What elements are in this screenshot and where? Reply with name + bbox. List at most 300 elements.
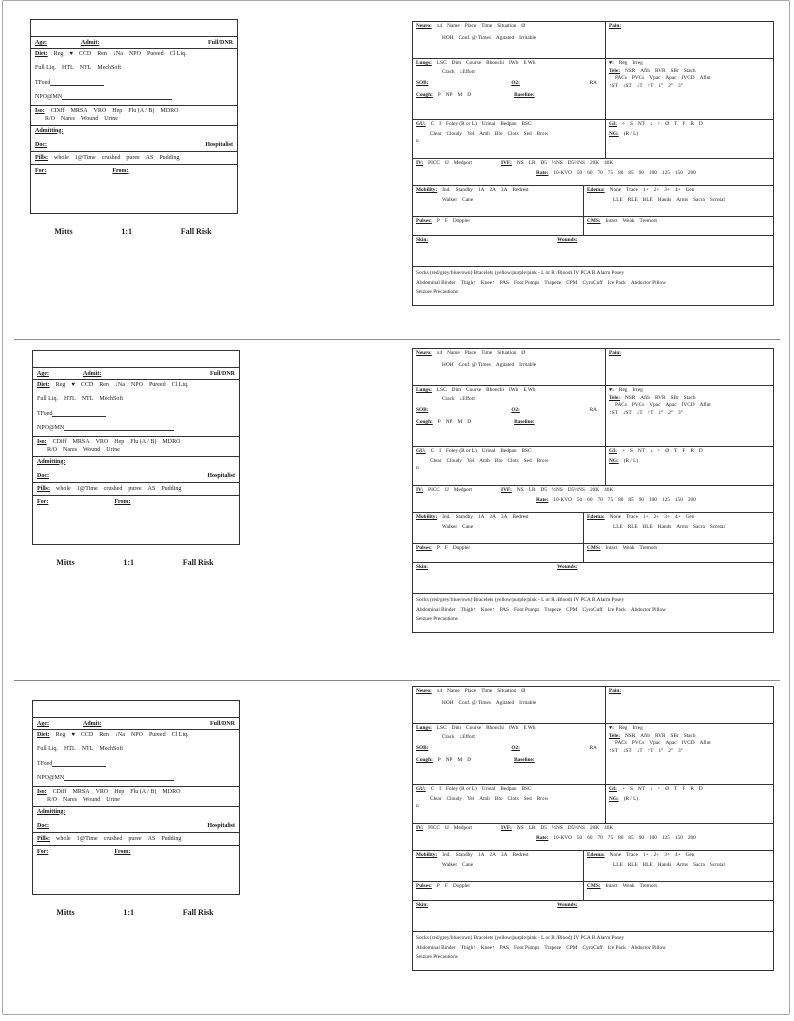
tele-option[interactable]: ↓T	[636, 747, 643, 754]
cms-option[interactable]: Tremors	[639, 545, 658, 551]
tfeed-field[interactable]	[52, 760, 106, 767]
edema-option[interactable]: Scrotal	[709, 196, 725, 203]
misc-option[interactable]: PAS	[499, 944, 509, 951]
diet-option[interactable]: Pureed	[148, 731, 166, 738]
diet-option[interactable]: Full Liq.	[37, 746, 59, 752]
misc-option[interactable]: PAS	[499, 279, 509, 286]
edema-option[interactable]: Arms	[676, 523, 689, 530]
ivf-option[interactable]: 20K	[589, 160, 600, 166]
tele-option[interactable]: Stach	[683, 732, 696, 739]
diet-option[interactable]: Pureed	[146, 50, 164, 57]
edema-option[interactable]: Hands	[657, 861, 672, 868]
gu-option[interactable]: Foley (R or L)	[446, 448, 477, 454]
gu-option[interactable]: Amb	[479, 130, 490, 137]
gu-option[interactable]: Cloudy	[446, 795, 463, 802]
edema-option[interactable]: Hands	[657, 196, 672, 203]
tele-option[interactable]: Apac	[665, 740, 677, 747]
rate-option[interactable]: 85	[628, 834, 634, 841]
isolation-option[interactable]: Nares	[61, 116, 76, 122]
misc-option[interactable]: Foot Pumps	[513, 606, 540, 613]
gi-option[interactable]: D	[698, 448, 703, 454]
diet-option[interactable]: NPO	[130, 381, 143, 388]
mobility-option[interactable]: 3A	[500, 187, 508, 193]
isolation-option[interactable]: Wound	[83, 447, 101, 453]
edema-option[interactable]: Arms	[676, 196, 689, 203]
patient-name-field[interactable]	[33, 701, 239, 718]
ivf-option[interactable]: LR	[528, 825, 536, 831]
edema-option[interactable]: 3+	[664, 514, 670, 520]
lungs-option[interactable]: Crack	[442, 68, 455, 75]
cms-option[interactable]: Intact	[605, 883, 618, 889]
gi-option[interactable]: T	[674, 121, 678, 127]
neuro-option[interactable]: Name	[447, 350, 460, 356]
tele-option[interactable]: Apac	[665, 75, 677, 82]
edema-option[interactable]: 3+	[664, 852, 670, 858]
tele-option[interactable]: Aflut	[699, 402, 711, 409]
gu-extra-option[interactable]: n	[416, 138, 419, 145]
tfeed-field[interactable]	[52, 410, 106, 417]
ivf-option[interactable]: D5	[540, 487, 547, 493]
misc-options[interactable]: Socks (red/grey/blue/own) Bracelets (yellow/purple/pink - L or R /Blood) IV PCA B.Alarm Posey	[416, 935, 625, 941]
mobility-option[interactable]: 1A	[477, 514, 485, 520]
tele-option[interactable]: IVCD	[681, 740, 695, 747]
gi-option[interactable]: NT	[637, 448, 645, 454]
gi-option[interactable]: ↑	[657, 121, 661, 127]
pills-option[interactable]: AS	[145, 154, 154, 161]
lungs-option[interactable]: E Wh	[523, 387, 536, 393]
misc-option[interactable]: Abductor Pillow	[630, 944, 666, 951]
diet-option[interactable]: Pureed	[148, 381, 166, 388]
isolation-option[interactable]: MRSA	[70, 107, 88, 114]
tele-option[interactable]: ↑T	[647, 747, 654, 754]
gu-option[interactable]: Sed	[523, 795, 532, 802]
neuro-option[interactable]: HOH	[442, 34, 454, 41]
neuro-option[interactable]: Situation	[497, 350, 517, 356]
tele-option[interactable]: ↑ST	[609, 409, 618, 416]
misc-option[interactable]: Trapeze	[544, 279, 562, 286]
ng-option[interactable]: (R / L)	[623, 130, 639, 137]
gi-option[interactable]: +	[621, 121, 625, 127]
edema-option[interactable]: LLE	[613, 523, 623, 530]
edema-option[interactable]: RLE	[627, 196, 638, 203]
gu-option[interactable]: I	[439, 786, 442, 792]
mobility-option[interactable]: Standby	[455, 514, 473, 520]
isolation-option[interactable]: Hep	[114, 788, 125, 795]
npo-field[interactable]	[64, 774, 174, 781]
rate-option[interactable]: 75	[607, 169, 614, 176]
gu-option[interactable]: Brow	[536, 795, 549, 802]
one-to-one-label[interactable]: 1:1	[121, 227, 132, 236]
tele-option[interactable]: 2°	[668, 747, 674, 754]
gu-option[interactable]: Bedpan	[500, 448, 517, 454]
lungs-option[interactable]: IWh	[509, 60, 519, 66]
isolation-option[interactable]: VRO	[93, 107, 107, 114]
diet-option[interactable]: Reg	[55, 731, 66, 738]
misc-option[interactable]: Thigh↑	[460, 944, 476, 951]
iv-option[interactable]: PICC	[428, 160, 440, 166]
isolation-option[interactable]: R/O	[47, 447, 58, 453]
lungs-option[interactable]: Dim	[451, 387, 462, 393]
cough-option[interactable]: P	[437, 418, 441, 425]
diet-option[interactable]: NTL	[79, 65, 92, 71]
rate-option[interactable]: 60	[587, 496, 593, 503]
isolation-option[interactable]: VRO	[95, 788, 109, 795]
tele-option[interactable]: ↑ST	[609, 747, 618, 754]
mobility-option[interactable]: 1A	[477, 187, 485, 193]
isolation-option[interactable]: Wound	[83, 797, 101, 803]
gi-option[interactable]: ↓	[649, 786, 653, 792]
lungs-option[interactable]: Rhonchi	[486, 725, 505, 731]
iv-option[interactable]: PICC	[428, 487, 440, 493]
cough-option[interactable]: P	[437, 756, 441, 763]
rate-option[interactable]: 100	[648, 834, 657, 841]
edema-option[interactable]: Sacra	[693, 861, 705, 868]
pulses-option[interactable]: F	[444, 218, 448, 224]
misc-option[interactable]: Thigh↑	[460, 606, 476, 613]
tele-option[interactable]: 1°	[658, 82, 664, 89]
seizure-precautions-option[interactable]: Seizure Precautions	[416, 616, 458, 623]
hospitalist-label[interactable]: Hospitalist	[207, 473, 235, 479]
gi-option[interactable]: F	[682, 786, 686, 792]
ivf-option[interactable]: LR	[528, 487, 536, 493]
gu-extra-option[interactable]: n	[416, 465, 419, 472]
gu-option[interactable]: Clots	[507, 457, 519, 464]
lungs-option[interactable]: LSC	[436, 60, 447, 66]
misc-option[interactable]: Foot Pumps	[513, 944, 540, 951]
neuro-option[interactable]: Time	[481, 350, 493, 356]
gi-option[interactable]: ↓	[649, 121, 653, 127]
misc-option[interactable]: Thigh↑	[460, 279, 476, 286]
neuro-option[interactable]: Ø	[521, 688, 526, 694]
gu-option[interactable]: Cloudy	[446, 457, 463, 464]
misc-option[interactable]: Ice Pack	[607, 606, 626, 613]
gi-option[interactable]: S	[629, 121, 633, 127]
pulses-option[interactable]: Doppler	[452, 883, 471, 889]
ra-option[interactable]: RA	[589, 745, 597, 752]
edema-option[interactable]: Gen	[685, 852, 695, 858]
mobility-option[interactable]: Standby	[455, 852, 473, 858]
lungs-option[interactable]: LSC	[436, 725, 447, 731]
misc-options[interactable]: Socks (red/grey/blue/own) Bracelets (yellow/purple/pink - L or R /Blood) IV PCA B.Alarm Posey	[416, 270, 625, 276]
diet-option[interactable]: NPO	[130, 731, 143, 738]
diet-option[interactable]: ↓Na	[112, 50, 123, 57]
gu-option[interactable]: Cloudy	[446, 130, 463, 137]
rate-option[interactable]: 100	[648, 496, 657, 503]
neuro-option[interactable]: Ø	[521, 23, 526, 29]
rate-option[interactable]: 125	[661, 496, 670, 503]
ivf-option[interactable]: 20K	[589, 825, 600, 831]
diet-option[interactable]: Reg	[55, 381, 66, 388]
rate-option[interactable]: 150	[674, 496, 683, 503]
gu-option[interactable]: Yel	[467, 795, 475, 802]
pills-option[interactable]: puree	[128, 835, 142, 842]
mitts-label[interactable]: Mitts	[54, 227, 73, 236]
neuro-option[interactable]: Situation	[497, 688, 517, 694]
isolation-option[interactable]: Flu (A / B)	[130, 438, 157, 445]
edema-option[interactable]: 1+	[643, 514, 649, 520]
tele-option[interactable]: ↓ST	[622, 747, 632, 754]
mobility-option[interactable]: Walker	[442, 523, 458, 530]
mobility-option[interactable]: 2A	[489, 187, 496, 193]
isolation-option[interactable]: MRSA	[72, 438, 90, 445]
gi-option[interactable]: ↑	[657, 786, 661, 792]
edema-option[interactable]: BLE	[642, 861, 653, 868]
ivf-option[interactable]: D5	[540, 160, 547, 166]
diet-option[interactable]: Reg	[53, 50, 64, 57]
ivf-option[interactable]: D5½NS	[567, 160, 585, 166]
tele-option[interactable]: 3°	[678, 82, 683, 89]
isolation-option[interactable]: Wound	[81, 116, 99, 122]
neuro-option[interactable]: HOH	[442, 699, 454, 706]
gu-option[interactable]: Bedpan	[500, 786, 517, 792]
rate-option[interactable]: 10-KVO	[553, 834, 572, 841]
edema-option[interactable]: LLE	[613, 196, 623, 203]
neuro-option[interactable]: HOH	[442, 361, 454, 368]
edema-option[interactable]: LLE	[613, 861, 623, 868]
rhythm-option[interactable]: Irreg	[632, 60, 643, 66]
misc-option[interactable]: Abdominal Binder	[416, 944, 456, 951]
rate-option[interactable]: 125	[661, 834, 670, 841]
edema-option[interactable]: Gen	[685, 514, 695, 520]
isolation-option[interactable]: MRSA	[72, 788, 90, 795]
gu-option[interactable]: Blo	[494, 795, 503, 802]
rate-option[interactable]: 80	[618, 169, 624, 176]
rate-option[interactable]: 200	[687, 496, 696, 503]
diet-option[interactable]: ↓Na	[114, 381, 125, 388]
tele-option[interactable]: IVCD	[681, 402, 695, 409]
fall-risk-label[interactable]: Fall Risk	[182, 908, 214, 917]
mobility-option[interactable]: 3A	[500, 514, 508, 520]
mobility-option[interactable]: Walker	[442, 196, 458, 203]
edema-option[interactable]: 2+	[653, 187, 660, 193]
pills-option[interactable]: crushed	[103, 485, 123, 492]
lungs-option[interactable]: Rhonchi	[486, 387, 505, 393]
diet-option[interactable]: CCD	[80, 381, 94, 388]
gi-option[interactable]: ↓	[649, 448, 653, 454]
neuro-option[interactable]: Situation	[497, 23, 517, 29]
mobility-option[interactable]: 2A	[489, 852, 496, 858]
tele-option[interactable]: SBr	[670, 394, 679, 401]
tele-option[interactable]: RVR	[655, 732, 666, 739]
rate-option[interactable]: 100	[648, 169, 657, 176]
diet-option[interactable]: MechSoft	[97, 65, 122, 71]
iv-option[interactable]: PICC	[428, 825, 440, 831]
cms-option[interactable]: Intact	[605, 218, 618, 224]
lungs-option[interactable]: Dim	[451, 60, 462, 66]
iv-option[interactable]: IJ	[444, 487, 449, 493]
rate-option[interactable]: 10-KVO	[553, 496, 572, 503]
edema-option[interactable]: None	[609, 514, 622, 520]
diet-option[interactable]: Ren	[99, 381, 109, 388]
gu-option[interactable]: Amb	[479, 795, 490, 802]
rate-option[interactable]: 60	[587, 834, 593, 841]
neuro-option[interactable]: x4	[436, 688, 443, 694]
pills-option[interactable]: 1@Time	[74, 154, 96, 161]
pills-option[interactable]: Pudding	[159, 154, 180, 161]
diet-option[interactable]: ♥	[71, 731, 75, 738]
isolation-option[interactable]: Urine	[104, 116, 118, 122]
neuro-option[interactable]: Time	[481, 23, 493, 29]
neuro-option[interactable]: x4	[436, 23, 443, 29]
cough-option[interactable]: M	[457, 91, 463, 98]
misc-option[interactable]: Ice Pack	[607, 944, 626, 951]
gu-option[interactable]: Brow	[536, 130, 549, 137]
isolation-option[interactable]: R/O	[47, 797, 58, 803]
tele-option[interactable]: PACs	[615, 402, 627, 409]
lungs-option[interactable]: Crack	[442, 733, 455, 740]
gu-option[interactable]: Urinal	[481, 786, 496, 792]
neuro-option[interactable]: Time	[481, 688, 493, 694]
iv-option[interactable]: Medport	[453, 160, 473, 166]
lungs-option[interactable]: ↓Effort	[459, 68, 475, 75]
pills-option[interactable]: crushed	[101, 154, 121, 161]
isolation-option[interactable]: Hep	[114, 438, 125, 445]
gi-option[interactable]: R	[690, 121, 694, 127]
tele-option[interactable]: RVR	[655, 394, 666, 401]
ivf-option[interactable]: ½NS	[551, 825, 563, 831]
diet-option[interactable]: Cl Liq.	[171, 731, 189, 738]
tele-option[interactable]: PACs	[615, 75, 627, 82]
rhythm-option[interactable]: Reg	[618, 725, 628, 731]
lungs-option[interactable]: Dim	[451, 725, 462, 731]
pills-option[interactable]: AS	[147, 485, 156, 492]
diet-option[interactable]: Ren	[99, 731, 109, 738]
gu-option[interactable]: Foley (R or L)	[446, 121, 477, 127]
edema-option[interactable]: 1+	[643, 852, 649, 858]
diet-option[interactable]: ↓Na	[114, 731, 125, 738]
tfeed-field[interactable]	[50, 79, 104, 86]
pills-option[interactable]: 1@Time	[76, 835, 98, 842]
mobility-option[interactable]: Cane	[462, 861, 474, 868]
neuro-option[interactable]: Conf. @ Times	[458, 699, 491, 706]
rate-option[interactable]: 75	[607, 496, 614, 503]
neuro-option[interactable]: Place	[464, 23, 477, 29]
gu-option[interactable]: I	[439, 121, 442, 127]
npo-field[interactable]	[64, 424, 174, 431]
patient-name-field[interactable]	[31, 20, 237, 37]
rate-option[interactable]: 70	[597, 169, 603, 176]
misc-option[interactable]: CPM	[566, 606, 578, 613]
lungs-option[interactable]: Rhonchi	[486, 60, 505, 66]
edema-option[interactable]: 2+	[653, 514, 660, 520]
tele-option[interactable]: ↑ST	[609, 82, 618, 89]
pulses-option[interactable]: P	[436, 883, 440, 889]
rate-option[interactable]: 80	[618, 834, 624, 841]
misc-option[interactable]: Foot Pumps	[513, 279, 540, 286]
ivf-option[interactable]: ½NS	[551, 160, 563, 166]
isolation-option[interactable]: Nares	[63, 447, 78, 453]
gi-option[interactable]: T	[674, 448, 678, 454]
pills-option[interactable]: whole	[56, 485, 71, 492]
mobility-option[interactable]: Bedrest	[512, 514, 529, 520]
isolation-option[interactable]: Hep	[112, 107, 123, 114]
rhythm-option[interactable]: Irreg	[632, 725, 643, 731]
diet-option[interactable]: Cl Liq.	[171, 381, 189, 388]
gu-option[interactable]: Foley (R or L)	[446, 786, 477, 792]
tele-option[interactable]: 3°	[678, 409, 683, 416]
tele-option[interactable]: ↓T	[636, 82, 643, 89]
misc-option[interactable]: PAS	[499, 606, 509, 613]
gi-option[interactable]: NT	[637, 121, 645, 127]
neuro-option[interactable]: x4	[436, 350, 443, 356]
neuro-option[interactable]: Ø	[521, 350, 526, 356]
gu-option[interactable]: C	[430, 786, 435, 792]
pills-option[interactable]: 1@Time	[76, 485, 98, 492]
neuro-option[interactable]: Place	[464, 350, 477, 356]
mobility-option[interactable]: Ind.	[442, 852, 451, 858]
tele-option[interactable]: RVR	[655, 67, 666, 74]
isolation-option[interactable]: CDiff	[52, 438, 67, 445]
ng-option[interactable]: (R / L)	[623, 795, 639, 802]
edema-option[interactable]: None	[609, 187, 622, 193]
cms-option[interactable]: Tremors	[639, 218, 658, 224]
edema-option[interactable]: 4+	[674, 514, 681, 520]
lungs-option[interactable]: IWh	[509, 387, 519, 393]
gu-option[interactable]: Urinal	[481, 448, 496, 454]
one-to-one-label[interactable]: 1:1	[123, 558, 134, 567]
ivf-option[interactable]: LR	[528, 160, 536, 166]
pills-option[interactable]: puree	[128, 485, 142, 492]
tele-option[interactable]: Stach	[683, 394, 696, 401]
mobility-option[interactable]: Bedrest	[512, 187, 529, 193]
pills-option[interactable]: whole	[54, 154, 69, 161]
one-to-one-label[interactable]: 1:1	[123, 908, 134, 917]
rhythm-option[interactable]: Irreg	[632, 387, 643, 393]
rate-option[interactable]: 75	[607, 834, 614, 841]
seizure-precautions-option[interactable]: Seizure Precautions	[416, 289, 458, 296]
gi-option[interactable]: Ø	[665, 121, 670, 127]
rate-option[interactable]: 10-KVO	[553, 169, 572, 176]
gi-option[interactable]: Ø	[665, 786, 670, 792]
mitts-label[interactable]: Mitts	[56, 558, 75, 567]
misc-option[interactable]: Abdominal Binder	[416, 606, 456, 613]
gi-option[interactable]: R	[690, 448, 694, 454]
diet-option[interactable]: Cl Liq.	[169, 50, 187, 57]
lungs-option[interactable]: LSC	[436, 387, 447, 393]
isolation-option[interactable]: CDiff	[50, 107, 65, 114]
misc-option[interactable]: CyroCuff	[582, 279, 603, 286]
gu-option[interactable]: Clear	[430, 457, 442, 464]
isolation-option[interactable]: MDRO	[162, 788, 181, 795]
misc-option[interactable]: Abdominal Binder	[416, 279, 456, 286]
misc-option[interactable]: CyroCuff	[582, 606, 603, 613]
ivf-option[interactable]: 20K	[589, 487, 600, 493]
misc-option[interactable]: Trapeze	[544, 944, 562, 951]
lungs-option[interactable]: E Wh	[523, 60, 536, 66]
rate-option[interactable]: 70	[597, 834, 603, 841]
rate-option[interactable]: 80	[618, 496, 624, 503]
isolation-option[interactable]: MDRO	[160, 107, 179, 114]
tele-option[interactable]: ↓ST	[622, 82, 632, 89]
misc-option[interactable]: Abductor Pillow	[630, 279, 666, 286]
pulses-option[interactable]: F	[444, 545, 448, 551]
diet-option[interactable]: Full Liq.	[37, 396, 59, 402]
misc-option[interactable]: CPM	[566, 279, 578, 286]
gu-option[interactable]: Yel	[467, 130, 475, 137]
edema-option[interactable]: None	[609, 852, 622, 858]
misc-option[interactable]: Knee↑	[480, 279, 495, 286]
ng-option[interactable]: (R / L)	[623, 457, 639, 464]
edema-option[interactable]: RLE	[627, 861, 638, 868]
neuro-option[interactable]: Irritable	[519, 361, 537, 368]
edema-option[interactable]: 4+	[674, 187, 681, 193]
isolation-option[interactable]: Flu (A / B)	[128, 107, 155, 114]
npo-field[interactable]	[62, 93, 172, 100]
isolation-option[interactable]: Flu (A / B)	[130, 788, 157, 795]
edema-option[interactable]: Gen	[685, 187, 695, 193]
mobility-option[interactable]: 3A	[500, 852, 508, 858]
tele-option[interactable]: NSR	[624, 67, 636, 74]
